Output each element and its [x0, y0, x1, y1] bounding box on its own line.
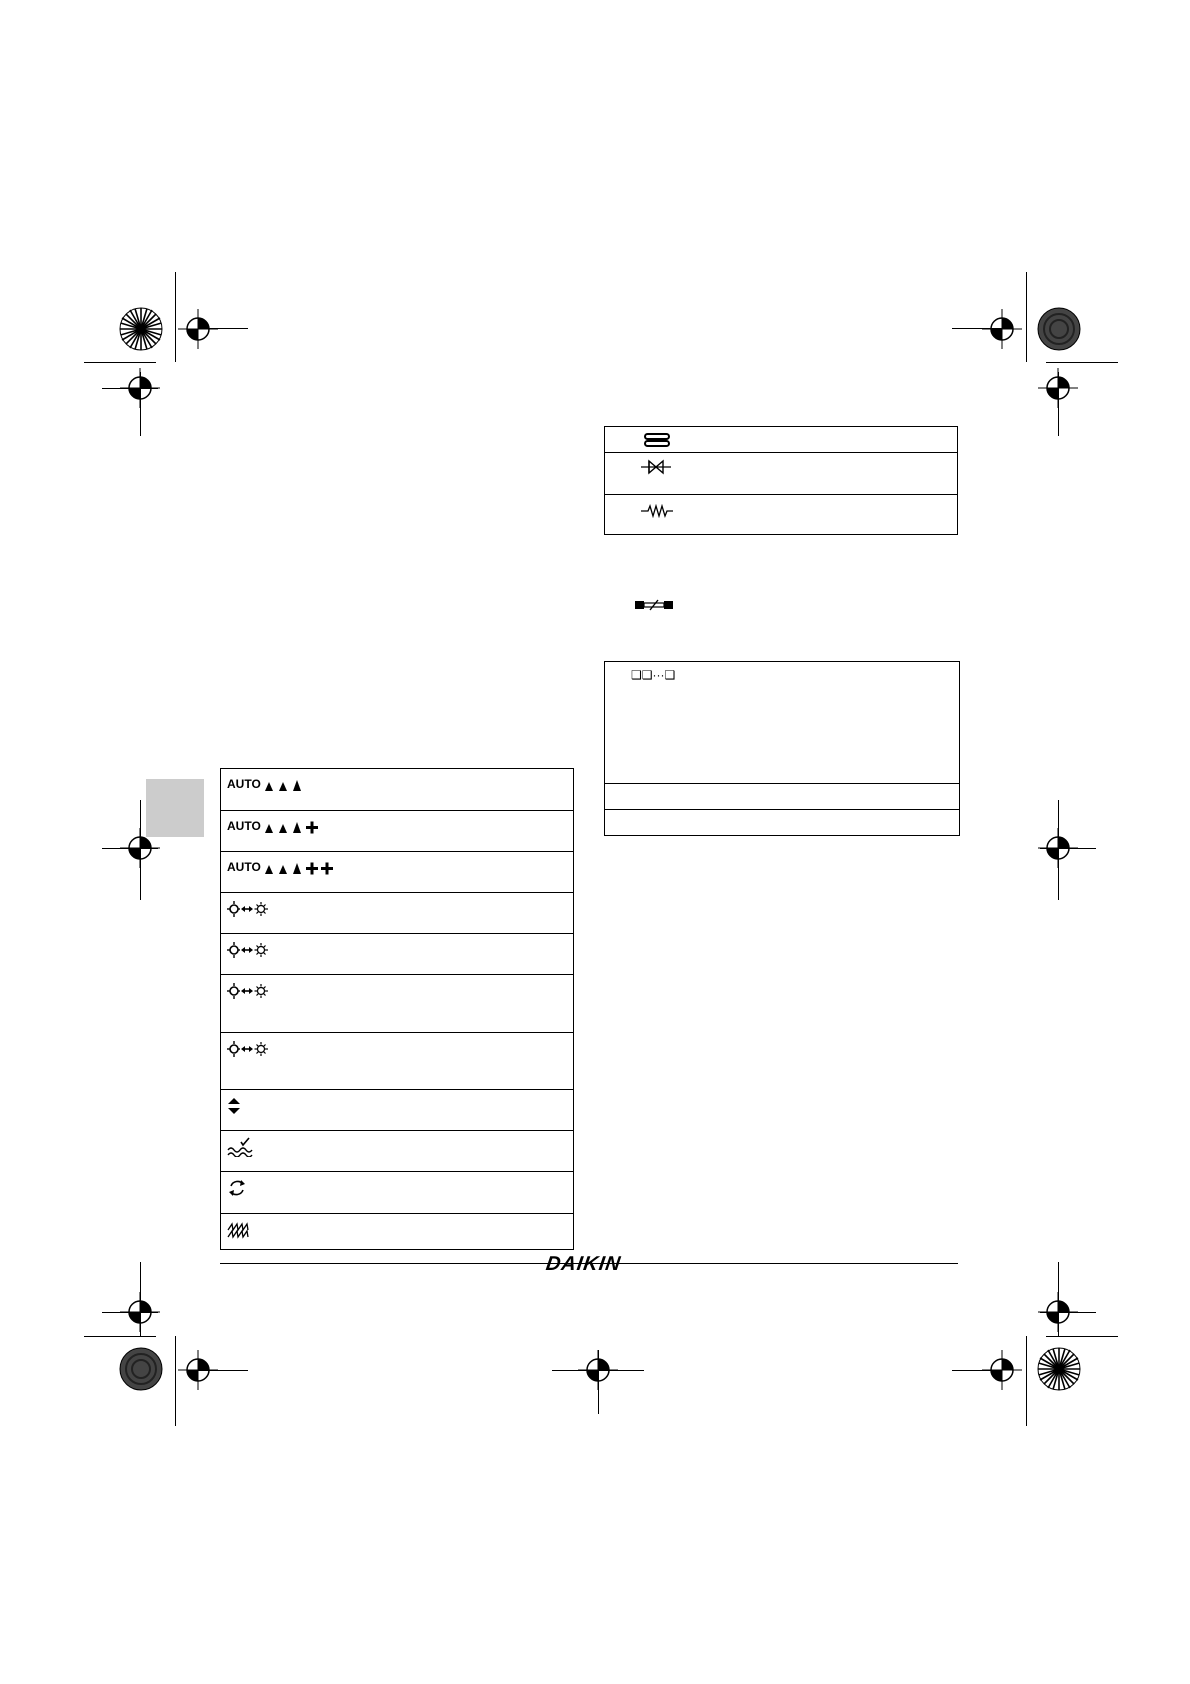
up-down-arrows-icon: [227, 1096, 241, 1115]
table-row: [221, 975, 573, 1033]
crop-mark-line: [102, 388, 158, 389]
changeover-glyph: [227, 1041, 269, 1057]
right-symbol-table-bottom: [604, 661, 960, 836]
heat-cool-changeover-icon: [227, 981, 269, 999]
row-icon-text: AUTO: [227, 860, 261, 874]
table-row: [605, 495, 957, 535]
up-down-glyph: [227, 1097, 241, 1115]
row-icon-text: AUTO: [227, 777, 261, 791]
crop-mark-line: [198, 1370, 248, 1371]
auto-fan-speed-icon: [227, 775, 317, 793]
crop-mark-line: [175, 1336, 176, 1426]
heat-cool-changeover-icon: [227, 899, 269, 917]
heat-cool-changeover-icon: [227, 940, 269, 958]
pipe-coil-glyph: [641, 432, 671, 448]
zigzag-heater-icon: [227, 1220, 253, 1239]
table-row: [605, 784, 959, 810]
color-bar-wheel-icon: [1036, 306, 1082, 352]
table-row: [221, 1172, 573, 1214]
row-icon-text: AUTO: [227, 819, 261, 833]
rotate-arrows-icon: [227, 1178, 247, 1198]
fan-plus-icon: [261, 820, 325, 834]
crop-mark-line: [140, 1262, 141, 1336]
crop-mark-line: [952, 1370, 1002, 1371]
crop-mark-line: [102, 1312, 158, 1313]
table-row: [221, 1131, 573, 1172]
table-row: [221, 1090, 573, 1131]
color-bar-wheel-icon: [118, 1346, 164, 1392]
fuse-icon: [634, 598, 674, 612]
valve-icon: [641, 457, 671, 476]
table-row: [221, 1033, 573, 1090]
crop-mark-line: [1040, 848, 1096, 849]
changeover-glyph: [227, 983, 269, 999]
heat-cool-changeover-icon: [227, 1039, 269, 1057]
color-bar-wheel-icon: [1036, 1346, 1082, 1392]
language-tab: [146, 779, 204, 837]
daikin-logo: DAIKIN: [544, 1253, 623, 1275]
crop-mark-line: [1026, 1336, 1027, 1426]
changeover-glyph: [227, 901, 269, 917]
crop-mark-line: [1046, 1336, 1118, 1337]
crop-mark-line: [598, 1350, 599, 1414]
crop-mark-line: [84, 362, 156, 363]
fan-plus-plus-icon: [261, 861, 339, 875]
table-row: [605, 662, 959, 784]
table-row: [221, 893, 573, 934]
right-symbol-table-top: [604, 426, 958, 535]
auto-fan-speed-plus-plus-icon: [227, 858, 339, 876]
fan-blades-icon: [261, 778, 317, 792]
terminal-boxes-icon: ❑❑···❑: [631, 668, 676, 682]
crop-mark-line: [140, 372, 141, 436]
table-row: [221, 1214, 573, 1250]
crop-mark-line: [1046, 362, 1118, 363]
crop-mark-line: [1040, 1312, 1096, 1313]
crop-mark-line: [952, 328, 1002, 329]
valve-glyph: [641, 458, 671, 476]
auto-fan-speed-plus-icon: [227, 817, 325, 835]
left-symbol-table: [220, 768, 574, 1250]
crop-mark-line: [175, 272, 176, 362]
table-row: [221, 934, 573, 975]
crop-mark-line: [198, 328, 248, 329]
crop-mark-line: [140, 800, 141, 900]
registration-mark-icon: [982, 309, 1022, 349]
table-row: [221, 811, 573, 852]
table-row: [605, 427, 957, 453]
crop-mark-line: [1026, 272, 1027, 362]
changeover-glyph: [227, 942, 269, 958]
water-check-icon: [227, 1137, 253, 1157]
registration-mark-icon: [178, 309, 218, 349]
table-row: [605, 810, 959, 836]
table-row: [605, 453, 957, 495]
crop-mark-line: [1058, 800, 1059, 900]
crop-mark-line: [84, 1336, 156, 1337]
crop-mark-line: [1058, 1262, 1059, 1336]
pipe-coil-icon: [641, 430, 671, 448]
table-row: [221, 852, 573, 893]
crop-mark-line: [102, 848, 158, 849]
color-bar-wheel-icon: [118, 306, 164, 352]
rotate-glyph: [227, 1178, 247, 1198]
table-row: [221, 769, 573, 811]
water-check-glyph: [227, 1137, 253, 1157]
resistor-icon: [641, 501, 673, 519]
zigzag-glyph: [227, 1221, 253, 1239]
resistor-glyph: [641, 504, 673, 518]
crop-mark-line: [1058, 372, 1059, 436]
